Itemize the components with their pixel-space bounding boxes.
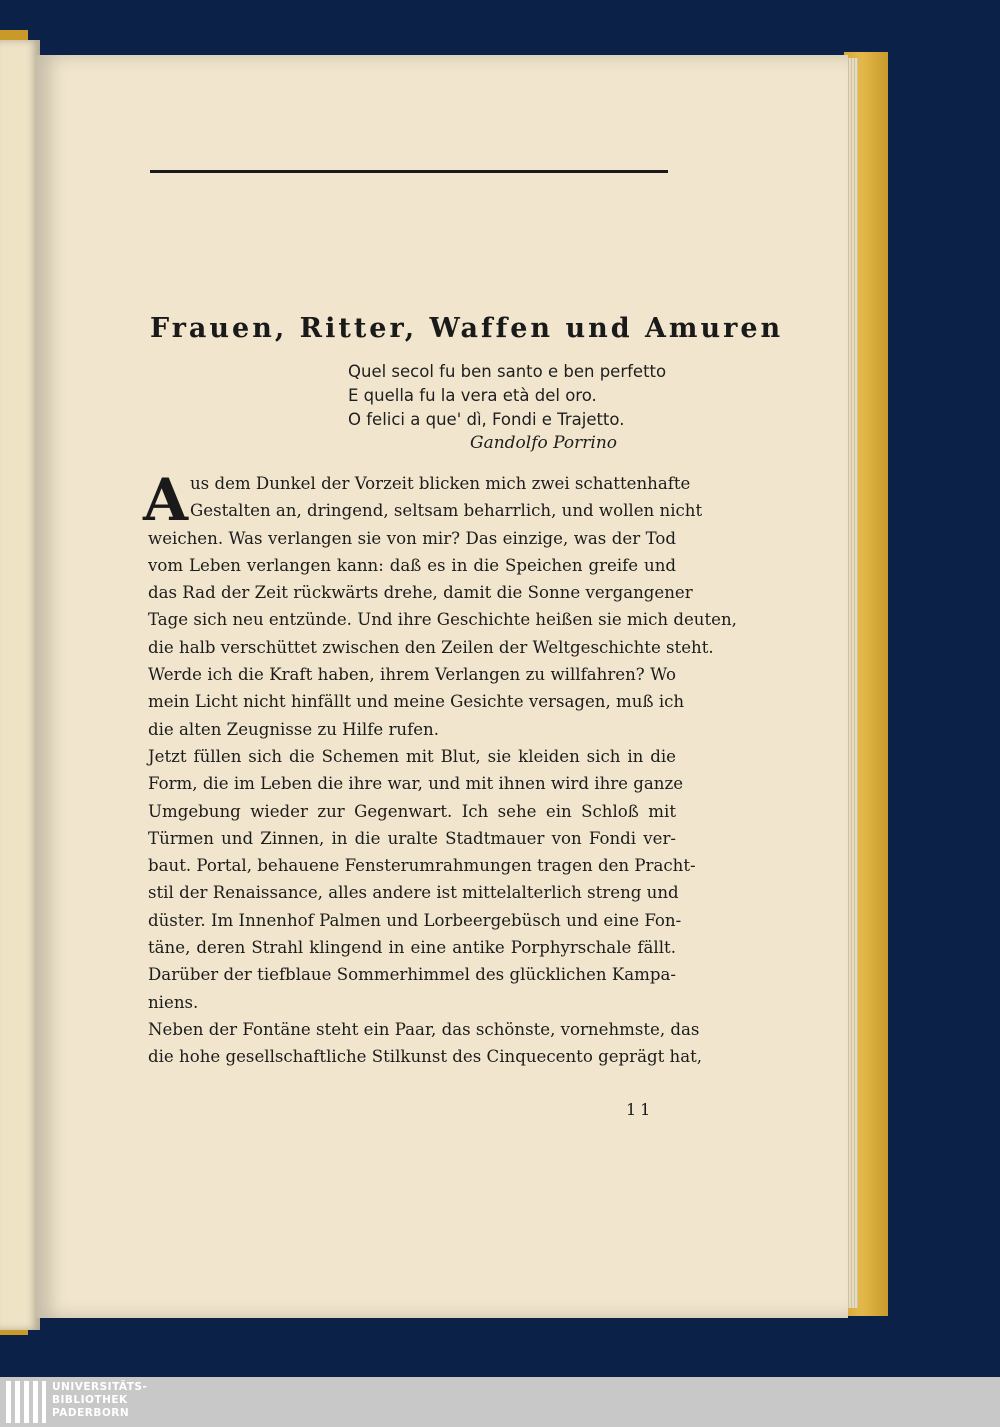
- epigraph: [348, 360, 678, 432]
- text-line: Neben der Fontäne steht ein Paar, das schönste, vornehmste, das: [148, 1019, 700, 1039]
- library-footer: [0, 1377, 1000, 1427]
- text-line: Form, die im Leben die ihre war, und mit ihnen wird ihre ganze: [148, 774, 684, 794]
- epigraph-line: E quella fu la vera età del oro.: [348, 386, 597, 405]
- text-line: Werde ich die Kraft haben, ihrem Verlangen zu willfahren? Wo: [148, 665, 676, 685]
- text-line: Gestalten an, dringend, seltsam beharrlich, und wollen nicht: [190, 501, 703, 521]
- text-line: die halb verschüttet zwischen den Zeilen der Weltgeschichte steht.: [148, 637, 714, 657]
- page-number: 11: [626, 1100, 655, 1119]
- previous-page-edge: [0, 40, 40, 1330]
- library-logo-text: [52, 1381, 147, 1420]
- library-logo-icon: [6, 1381, 46, 1423]
- logo-line: UNIVERSITÄTS-: [52, 1381, 148, 1393]
- text-line: stil der Renaissance, alles andere ist mittelalterlich streng und: [148, 883, 679, 903]
- text-line: die hohe gesellschaftliche Stilkunst des Cinquecento geprägt hat,: [148, 1047, 703, 1067]
- text-line: die alten Zeugnisse zu Hilfe rufen.: [148, 719, 440, 739]
- header-rule: [150, 170, 668, 173]
- text-line: Jetzt füllen sich die Schemen mit Blut, sie kleiden sich in die: [148, 746, 676, 766]
- chapter-title: Frauen, Ritter, Waffen und Amuren: [150, 313, 784, 344]
- epigraph-line: O felici a que' dì, Fondi e Trajetto.: [348, 410, 625, 429]
- logo-line: BIBLIOTHEK: [52, 1394, 128, 1406]
- text-line: Türmen und Zinnen, in die uralte Stadtmauer von Fondi ver-: [148, 828, 676, 848]
- text-line: Tage sich neu entzünde. Und ihre Geschichte heißen sie mich deuten,: [148, 610, 737, 630]
- text-line: us dem Dunkel der Vorzeit blicken mich zwei schattenhafte: [190, 474, 691, 493]
- logo-line: PADERBORN: [52, 1407, 130, 1419]
- text-line: düster. Im Innenhof Palmen und Lorbeergebüsch und eine Fon-: [148, 910, 682, 930]
- epigraph-author: Gandolfo Porrino: [470, 433, 618, 453]
- text-line: vom Leben verlangen kann: daß es in die Speichen greife und: [148, 555, 676, 575]
- text-line: das Rad der Zeit rückwärts drehe, damit die Sonne vergangener: [148, 583, 693, 603]
- epigraph-line: Quel secol fu ben santo e ben perfetto: [348, 362, 667, 381]
- text-line: Umgebung wieder zur Gegenwart. Ich sehe ein Schloß mit: [148, 801, 676, 821]
- text-line: weichen. Was verlangen sie von mir? Das einzige, was der Tod: [148, 528, 676, 548]
- text-line: mein Licht nicht hinfällt und meine Gesichte versagen, muß ich: [148, 692, 685, 712]
- body-text: [148, 470, 737, 1071]
- text-line: Darüber der tiefblaue Sommerhimmel des glücklichen Kampa-: [148, 965, 676, 985]
- text-line: niens.: [148, 992, 199, 1012]
- text-line: baut. Portal, behauene Fensterumrahmungen tragen den Pracht-: [148, 856, 696, 876]
- text-line: täne, deren Strahl klingend in eine antike Porphyrschale fällt.: [148, 938, 676, 958]
- drop-cap: A: [143, 466, 189, 534]
